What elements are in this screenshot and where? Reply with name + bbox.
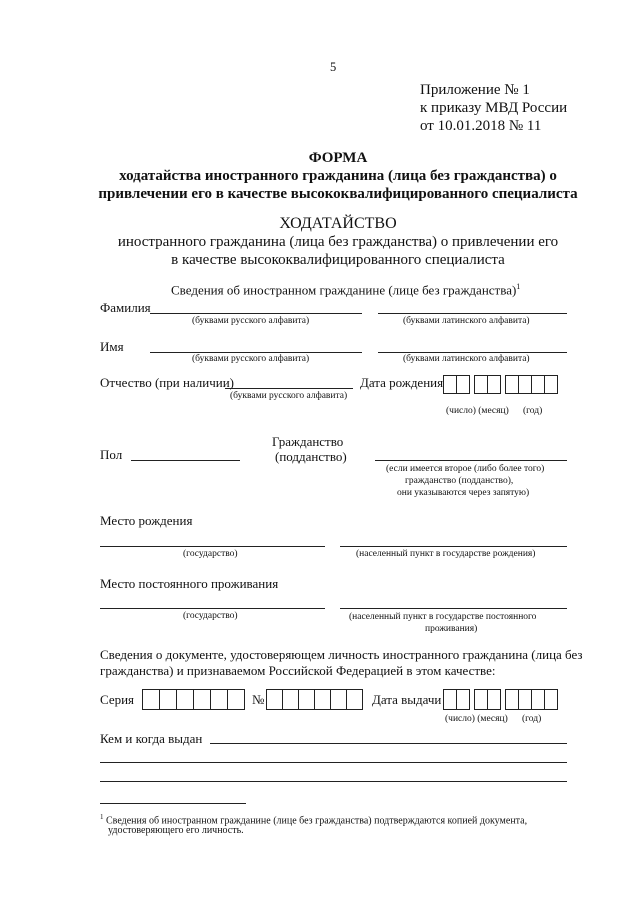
name-latin-caption: (буквами латинского алфавита) <box>403 354 530 364</box>
appendix-line-1: Приложение № 1 <box>420 82 530 98</box>
footnote-separator <box>100 803 246 804</box>
issued-by-line-3[interactable] <box>100 781 567 782</box>
section-2-line-1: Сведения о документе, удостоверяющем личность иностранного гражданина (лица без <box>100 647 583 662</box>
form-subtitle-1: ходатайства иностранного гражданина (лица без гражданства) о <box>119 168 557 184</box>
birthplace-settlement-line[interactable] <box>340 546 567 547</box>
page-number: 5 <box>330 60 337 74</box>
issue-date-caption: (число) (месяц) (год) <box>445 714 542 724</box>
footnote: $^1$ Сведения об иностранном гражданине (лице без гражданства) подтверждаются копией документа, <box>100 813 528 827</box>
residence-state-line[interactable] <box>100 608 325 609</box>
residence-settlement-line[interactable] <box>340 608 567 609</box>
surname-latin-caption: (буквами латинского алфавита) <box>403 316 530 326</box>
surname-label: Фамилия <box>100 300 151 315</box>
appendix-line-3: от 10.01.2018 № 11 <box>420 118 542 134</box>
surname-latin-line[interactable] <box>378 313 567 314</box>
series-cells[interactable] <box>142 689 244 710</box>
name-russian-line[interactable] <box>150 352 362 353</box>
number-sign: № <box>252 692 265 707</box>
document-subtitle-1: иностранного гражданина (лица без гражданства) о привлечении его <box>117 234 559 250</box>
birthplace-label: Место рождения <box>100 513 193 528</box>
series-label: Серия <box>100 692 135 707</box>
residence-state-caption: (государство) <box>183 611 238 621</box>
birth-date-cells[interactable] <box>443 375 557 394</box>
form-subtitle-2: привлечении его в качестве высококвалифицированного специалиста <box>98 186 578 202</box>
patronymic-label: Отчество (при наличии) <box>100 375 235 390</box>
sex-label: Пол <box>100 447 123 462</box>
issued-by-label: Кем и когда выдан <box>100 731 203 746</box>
name-latin-line[interactable] <box>378 352 567 353</box>
document-title: ХОДАТАЙСТВО <box>279 215 397 232</box>
citizenship-caption-2: гражданство (подданство), <box>405 476 514 486</box>
citizenship-label-1: Гражданство <box>272 434 344 449</box>
issued-by-line-2[interactable] <box>100 762 567 763</box>
citizenship-caption-3: они указываются через запятую) <box>397 488 530 498</box>
sex-line[interactable] <box>131 460 240 461</box>
name-label: Имя <box>100 339 124 354</box>
footnote-line-2: удостоверяющего его личность. <box>108 825 244 836</box>
citizenship-label-2: (подданство) <box>275 449 347 464</box>
birthplace-state-line[interactable] <box>100 546 325 547</box>
birthplace-settlement-caption: (населенный пункт в государстве рождения) <box>356 549 536 559</box>
citizenship-line[interactable] <box>375 460 567 461</box>
section-1-title: Сведения об иностранном гражданине (лице без гражданства)$^1$ <box>171 282 521 298</box>
section-2-line-2: гражданства) и признаваемом Российской Федерацией в этом качестве: <box>100 663 496 678</box>
surname-russian-caption: (буквами русского алфавита) <box>192 316 310 326</box>
patronymic-caption: (буквами русского алфавита) <box>230 391 348 401</box>
residence-settlement-caption-1: (населенный пункт в государстве постоянного <box>349 612 537 622</box>
citizenship-caption-1: (если имеется второе (либо более того) <box>386 464 545 474</box>
patronymic-line[interactable] <box>225 388 353 389</box>
birth-date-label: Дата рождения <box>360 375 444 390</box>
residence-label: Место постоянного проживания <box>100 576 279 591</box>
footnote-line-1: Сведения об иностранном гражданине (лице без гражданства) подтверждаются копией документа, <box>106 815 528 827</box>
appendix-line-2: к приказу МВД России <box>420 100 568 116</box>
number-cells[interactable] <box>266 689 362 710</box>
surname-russian-line[interactable] <box>150 313 362 314</box>
issue-date-cells[interactable] <box>443 689 557 710</box>
birth-date-caption: (число) (месяц) (год) <box>446 406 543 416</box>
issued-by-line-1[interactable] <box>210 743 567 744</box>
residence-settlement-caption-2: проживания) <box>425 624 478 634</box>
issue-date-label: Дата выдачи <box>372 692 442 707</box>
birthplace-state-caption: (государство) <box>183 549 238 559</box>
name-russian-caption: (буквами русского алфавита) <box>192 354 310 364</box>
form-title: ФОРМА <box>308 150 368 166</box>
document-subtitle-2: в качестве высококвалифицированного специалиста <box>171 252 505 268</box>
